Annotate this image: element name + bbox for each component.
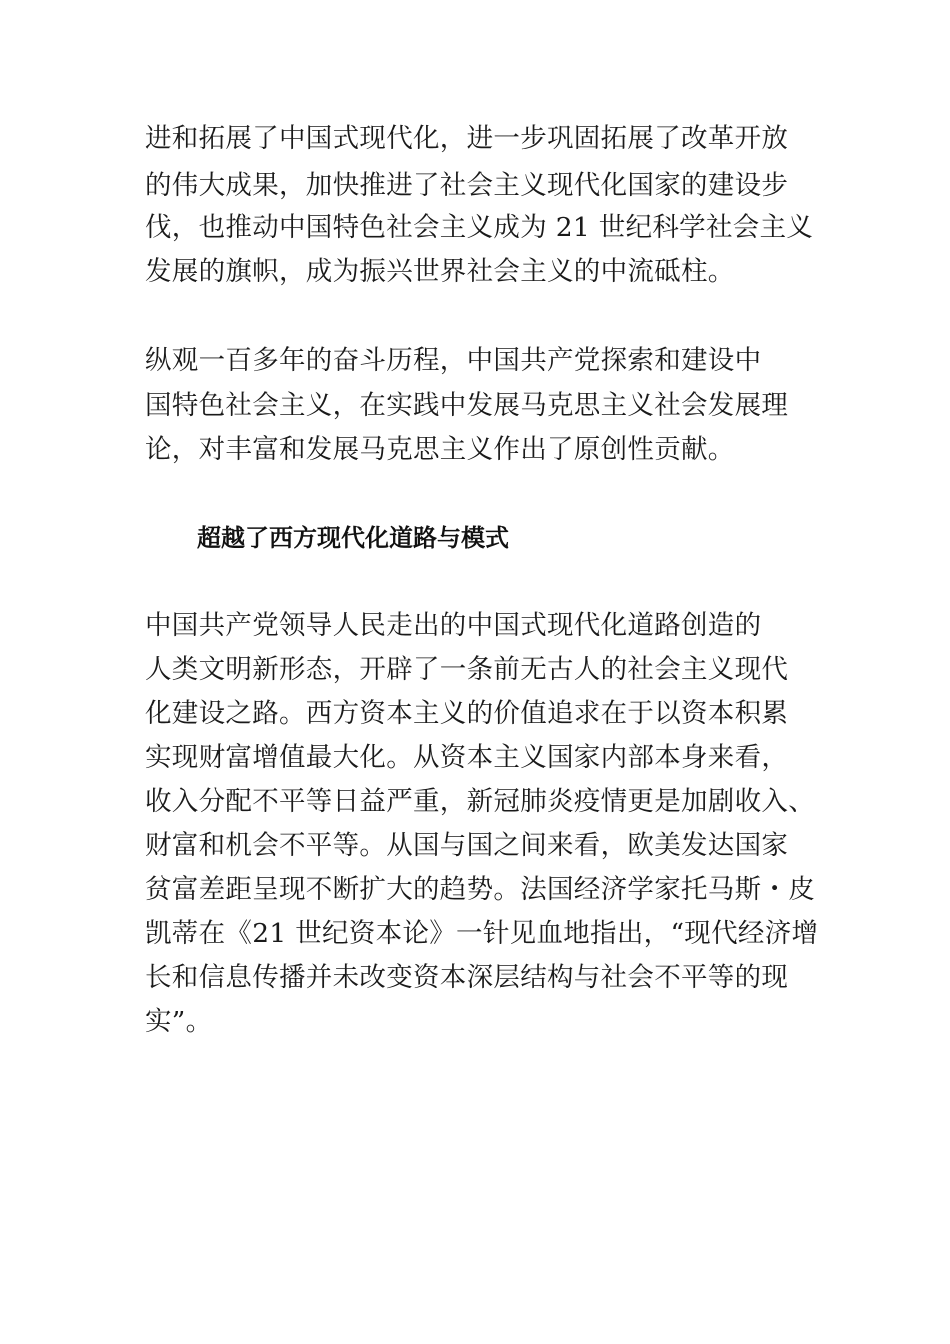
paragraph-1-line-4: 发展的旗帜，成为振兴世界社会主义的中流砥柱。	[145, 256, 735, 287]
paragraph-3-line-6: 财富和机会不平等。从国与国之间来看，欧美发达国家	[145, 830, 789, 861]
paragraph-3-line-1: 中国共产党领导人民走出的中国式现代化道路创造的	[145, 610, 762, 641]
paragraph-2-line-2: 国特色社会主义，在实践中发展马克思主义社会发展理	[145, 390, 789, 421]
paragraph-3-line-7: 贫富差距呈现不断扩大的趋势。法国经济学家托马斯・皮	[145, 874, 815, 905]
paragraph-3-line-8: 凯蒂在《21 世纪资本论》一针见血地指出，“现代经济增	[145, 918, 819, 949]
paragraph-2-line-3: 论，对丰富和发展马克思主义作出了原创性贡献。	[145, 434, 735, 465]
paragraph-1-line-3: 伐，也推动中国特色社会主义成为 21 世纪科学社会主义	[145, 212, 814, 243]
paragraph-3-line-10: 实”。	[145, 1006, 213, 1037]
paragraph-3-line-4: 实现财富增值最大化。从资本主义国家内部本身来看，	[145, 742, 789, 773]
paragraph-3-line-2: 人类文明新形态，开辟了一条前无古人的社会主义现代	[145, 654, 789, 685]
paragraph-2-line-1: 纵观一百多年的奋斗历程，中国共产党探索和建设中	[145, 345, 762, 376]
paragraph-3-line-3: 化建设之路。西方资本主义的价值追求在于以资本积累	[145, 698, 789, 729]
paragraph-1-line-1: 进和拓展了中国式现代化，进一步巩固拓展了改革开放	[145, 123, 789, 154]
section-heading: 超越了西方现代化道路与模式	[197, 524, 509, 552]
paragraph-3-line-5: 收入分配不平等日益严重，新冠肺炎疫情更是加剧收入、	[145, 786, 815, 817]
paragraph-1-line-2: 的伟大成果，加快推进了社会主义现代化国家的建设步	[145, 170, 789, 201]
paragraph-3-line-9: 长和信息传播并未改变资本深层结构与社会不平等的现	[145, 962, 789, 993]
